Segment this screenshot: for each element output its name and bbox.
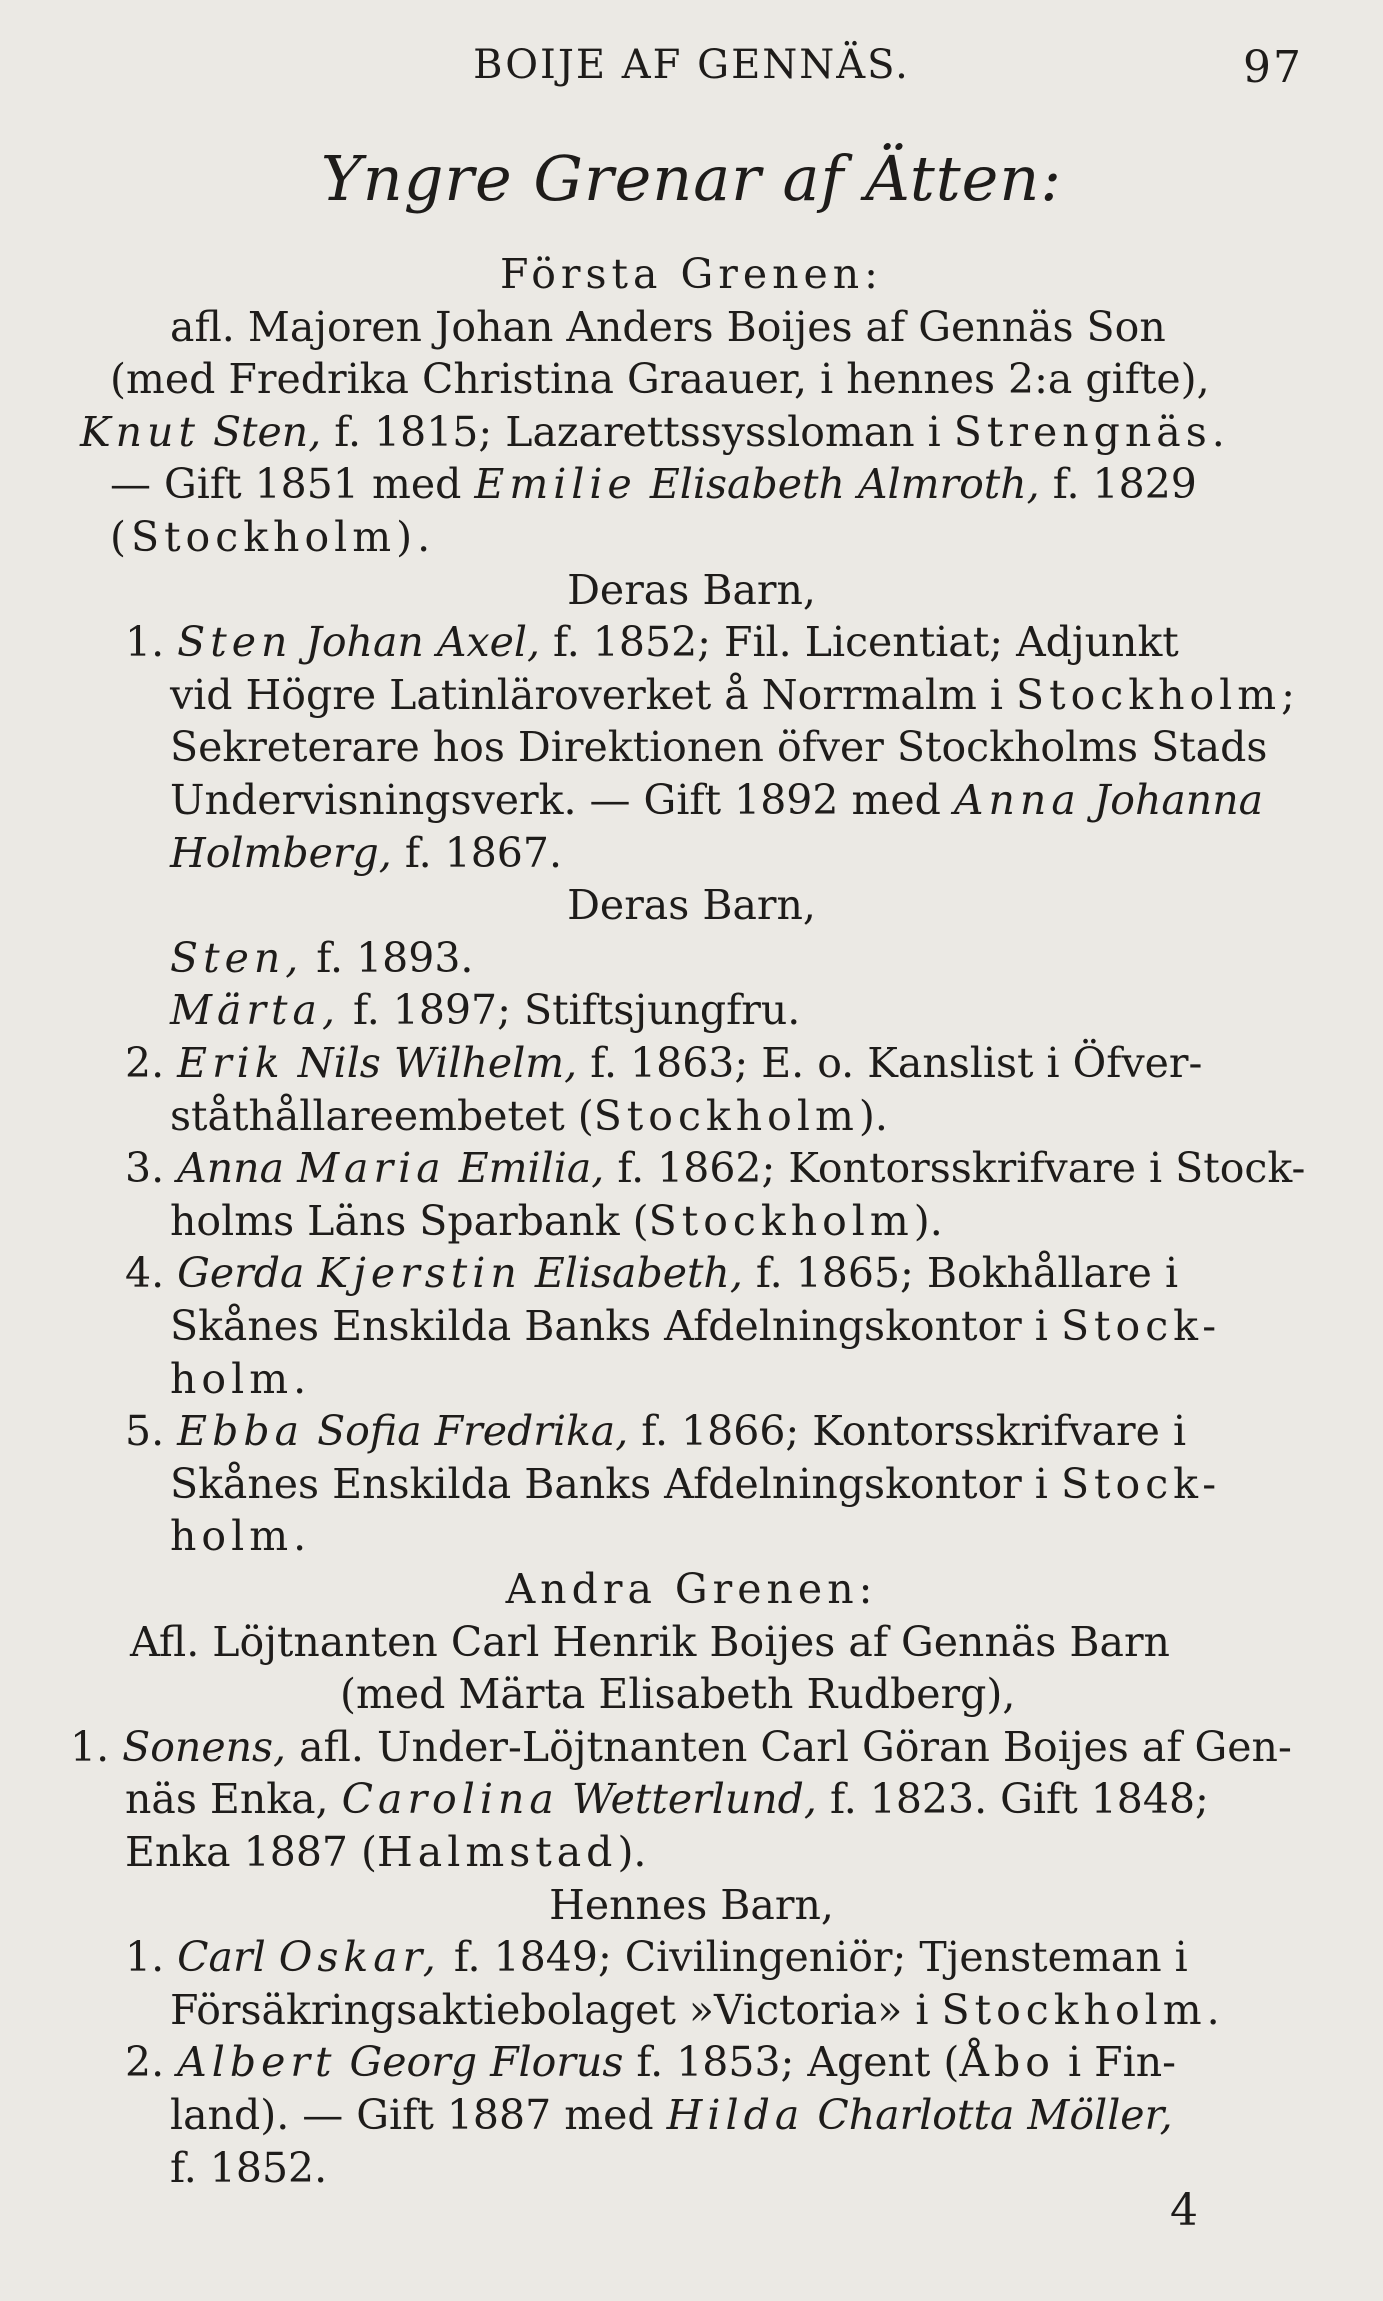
text-segment: Stock-: [1060, 1459, 1222, 1508]
text-line: [0, 827, 1383, 879]
text-segment: Maria: [297, 1144, 446, 1193]
text-line: [0, 1984, 1383, 2036]
text-segment: 4.: [125, 1249, 178, 1298]
text-segment: Johanna: [1093, 776, 1264, 824]
text-segment: f. 1897; Stiftsjungfru.: [339, 986, 801, 1035]
text-segment: Försäkringsaktiebolaget »Victoria» i: [170, 1985, 942, 2034]
text-segment: Anna: [953, 776, 1081, 824]
text-segment: f. 1863; E. o. Kanslist i Öfver-: [577, 1039, 1203, 1087]
text-line: [0, 353, 1383, 405]
text-segment: Åbo: [959, 2038, 1055, 2087]
text-segment: ).: [617, 1828, 647, 1876]
text-line: [0, 1195, 1383, 1247]
text-segment: Johan Axel,: [305, 618, 540, 667]
text-segment: [200, 408, 213, 456]
text-segment: [304, 1407, 317, 1455]
text-segment: Andra Grenen:: [505, 1565, 878, 1613]
page-number: 97: [1243, 42, 1303, 93]
text-segment: [284, 1144, 297, 1192]
text-line: [0, 721, 1383, 773]
text-segment: [292, 618, 305, 666]
text-segment: 5.: [125, 1407, 178, 1456]
text-segment: ).: [858, 1091, 888, 1140]
running-header: [0, 42, 1383, 98]
text-segment: holm.: [170, 1512, 312, 1561]
text-line: [0, 984, 1383, 1036]
text-segment: Skånes Enskilda Banks Afdelningskontor i: [170, 1459, 1061, 1508]
text-segment: näs Enka,: [125, 1775, 342, 1824]
text-segment: 2.: [125, 1039, 178, 1087]
text-segment: [559, 1775, 572, 1823]
text-segment: f. 1866; Kontorsskrifvare i: [628, 1407, 1187, 1456]
text-line: [0, 511, 1383, 563]
text-segment: Charlotta Möller,: [817, 2091, 1173, 2139]
text-segment: 1.: [125, 618, 178, 667]
text-segment: [266, 1933, 279, 1981]
text-segment: ).: [913, 1196, 943, 1245]
text-line: [0, 1773, 1383, 1825]
text-segment: Halmstad: [377, 1828, 618, 1876]
text-line: [0, 2089, 1383, 2141]
text-segment: Oskar,: [278, 1933, 441, 1982]
text-line: [0, 1563, 1383, 1615]
running-title: BOIJE AF GENNÄS.: [473, 42, 910, 88]
text-line: [0, 616, 1383, 668]
text-segment: [446, 1144, 459, 1192]
signature-mark: 4: [1170, 2185, 1198, 2236]
text-line: [0, 1037, 1383, 1089]
text-line: [0, 1405, 1383, 1457]
text-line: [0, 1247, 1383, 1299]
text-line: [0, 669, 1383, 721]
text-segment: Elisabeth,: [534, 1249, 743, 1298]
text-segment: Första Grenen:: [500, 250, 883, 298]
text-segment: Sten: [177, 618, 293, 667]
text-segment: [522, 1249, 535, 1297]
text-segment: Albert: [177, 2038, 337, 2087]
text-line: [0, 1826, 1383, 1878]
text-segment: Skånes Enskilda Banks Afdelningskontor i: [170, 1302, 1061, 1350]
text-segment: holm.: [170, 1354, 312, 1403]
text-segment: f. 1849; Civilingeniör; Tjensteman i: [440, 1933, 1188, 1982]
text-segment: 1.: [125, 1933, 178, 1982]
text-segment: Deras Barn,: [567, 565, 816, 614]
text-line: [0, 1879, 1383, 1931]
text-segment: f. 1829: [1039, 460, 1197, 509]
text-segment: Georg Florus: [349, 2038, 624, 2087]
text-segment: Knut: [80, 407, 200, 456]
text-line: [0, 1300, 1383, 1352]
text-segment: vid Högre Latinläroverket å Norrmalm i: [170, 670, 1017, 719]
text-segment: [804, 2091, 817, 2139]
text-segment: f. 1862; Kontorsskrifvare i Stock-: [604, 1144, 1306, 1193]
text-segment: Sekreterare hos Direktionen öfver Stockholms Stads: [170, 723, 1268, 772]
text-segment: Sonens,: [122, 1722, 287, 1771]
text-segment: (med Märta Elisabeth Rudberg),: [340, 1670, 1016, 1719]
text-segment: Emilie: [474, 460, 637, 509]
text-segment: Märta,: [170, 986, 340, 1035]
text-segment: 2.: [125, 2038, 178, 2087]
text-segment: Stock-: [1060, 1302, 1222, 1350]
text-segment: (med Fredrika Christina Graauer, i hennes 2:a gifte),: [110, 355, 1210, 404]
text-segment: Deras Barn,: [567, 881, 816, 930]
text-segment: Emilia,: [458, 1144, 605, 1193]
text-segment: f. 1867.: [391, 828, 563, 877]
text-segment: f. 1823. Gift 1848;: [816, 1775, 1209, 1824]
text-segment: [1081, 776, 1094, 824]
text-segment: [637, 460, 650, 508]
text-line: [0, 1510, 1383, 1562]
section-heading: Yngre Grenar af Ätten:: [320, 142, 1063, 215]
text-line: [0, 248, 1383, 300]
text-line: [0, 2036, 1383, 2088]
text-segment: Enka 1887 (: [125, 1828, 378, 1876]
text-line: [0, 1721, 1383, 1773]
text-segment: Sten,: [170, 933, 304, 982]
text-segment: (Stockholm).: [110, 513, 436, 561]
text-segment: [285, 1039, 298, 1087]
text-segment: f. 1852; Fil. Licentiat; Adjunkt: [540, 618, 1179, 667]
text-line: [0, 301, 1383, 353]
text-line: [0, 774, 1383, 826]
text-line: [0, 879, 1383, 931]
text-line: [0, 1668, 1383, 1720]
text-segment: land). — Gift 1887 med: [170, 2091, 667, 2139]
text-line: [0, 564, 1383, 616]
text-line: [0, 1090, 1383, 1142]
text-segment: f. 1853; Agent (: [623, 2038, 960, 2087]
text-segment: Kjerstin: [317, 1249, 522, 1298]
text-segment: Anna: [177, 1144, 285, 1193]
text-segment: f. 1893.: [303, 933, 474, 982]
text-segment: Undervisningsverk. — Gift 1892 med: [170, 776, 954, 824]
text-segment: f. 1852.: [170, 2143, 328, 2192]
text-segment: Nils Wilhelm,: [297, 1039, 578, 1087]
text-line: [0, 1353, 1383, 1405]
text-segment: — Gift 1851 med: [110, 460, 475, 509]
text-line: [0, 1616, 1383, 1668]
text-segment: 1.: [70, 1722, 123, 1771]
text-segment: Gerda: [177, 1249, 305, 1298]
text-segment: Hennes Barn,: [549, 1880, 834, 1929]
text-line: [0, 458, 1383, 510]
text-segment: afl. Majoren Johan Anders Boijes af Gennäs Son: [170, 302, 1166, 351]
text-segment: Carl: [177, 1933, 266, 1982]
text-segment: Ebba: [177, 1407, 305, 1456]
text-segment: holms Läns Sparbank (: [170, 1196, 649, 1245]
text-segment: Strengnäs.: [953, 407, 1230, 456]
text-segment: [336, 2038, 349, 2086]
text-segment: Stockholm: [648, 1196, 914, 1245]
text-segment: i Fin-: [1054, 2038, 1176, 2087]
text-line: [0, 1142, 1383, 1194]
text-line: [0, 932, 1383, 984]
text-segment: Stockholm.: [941, 1985, 1225, 2034]
text-segment: f. 1815; Lazarettssyssloman i: [321, 407, 954, 456]
text-segment: ståthållareembetet (: [170, 1091, 594, 1140]
text-segment: Stockholm;: [1016, 670, 1300, 719]
text-segment: Stockholm: [593, 1091, 859, 1140]
text-segment: Afl. Löjtnanten Carl Henrik Boijes af Gennäs Barn: [130, 1617, 1170, 1666]
text-segment: [304, 1249, 317, 1297]
text-segment: Sofia Fredrika,: [317, 1407, 629, 1456]
text-segment: f. 1865; Bokhållare i: [742, 1249, 1179, 1298]
text-segment: Carolina: [341, 1775, 559, 1824]
text-segment: 3.: [125, 1144, 178, 1193]
text-line: [0, 1458, 1383, 1510]
text-segment: Hilda: [666, 2091, 805, 2139]
text-segment: Wetterlund,: [571, 1775, 817, 1824]
text-segment: Elisabeth Almroth,: [649, 460, 1040, 509]
text-segment: Holmberg,: [170, 828, 392, 877]
text-line: [0, 1931, 1383, 1983]
text-line: [0, 406, 1383, 458]
text-segment: Sten,: [212, 407, 322, 456]
text-segment: Erik: [177, 1039, 285, 1087]
text-segment: afl. Under-Löjtnanten Carl Göran Boijes af Gen-: [286, 1722, 1292, 1771]
